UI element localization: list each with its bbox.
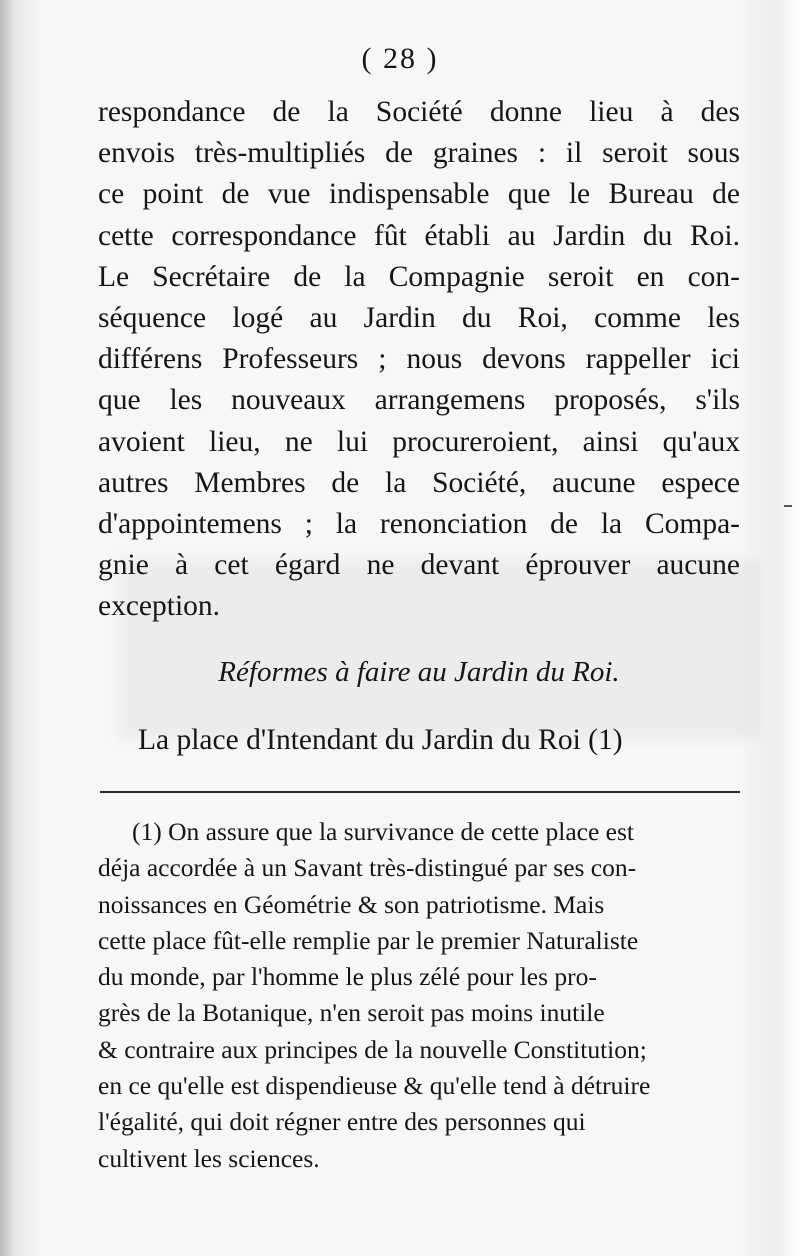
footnote-line: déja accordée à un Savant très-distingué par ses con- xyxy=(98,853,637,883)
text-line: séquence logé au Jardin du Roi, comme les xyxy=(98,301,740,334)
footnote-line: (1) On assure que la survivance de cette place est xyxy=(132,817,634,846)
text-line: cette correspondance fût établi au Jardin du Roi. xyxy=(98,219,740,252)
footnote xyxy=(98,814,740,1177)
footnote-line: en ce qu'elle est dispendieuse & qu'elle tend à détruire xyxy=(98,1071,651,1101)
page-number: ( 28 ) xyxy=(361,42,439,75)
footnote-line: noissances en Géométrie & son patriotisme. Mais xyxy=(98,889,605,919)
footnote-line: du monde, par l'homme le plus zélé pour les pro- xyxy=(98,962,597,992)
text-line: différens Professeurs ; nous devons rappeller ici xyxy=(98,343,740,376)
section-lead-line: La place d'Intendant du Jardin du Roi (1) xyxy=(138,724,623,756)
text-line: d'appointemens ; la renonciation de la Compa- xyxy=(98,507,740,540)
footnote-line: l'égalité, qui doit régner entre des personnes qui xyxy=(98,1107,586,1137)
text-line: exception. xyxy=(98,590,221,623)
footnote-line: grès de la Botanique, n'en seroit pas moins inutile xyxy=(98,998,605,1028)
footnote-divider xyxy=(100,791,740,793)
text-line: gnie à cet égard ne devant éprouver aucune xyxy=(98,549,740,582)
text-line: ce point de vue indispensable que le Bureau de xyxy=(98,178,740,211)
text-line: envois très-multipliés de graines : il seroit sous xyxy=(98,137,740,170)
footnote-line: cultivent les sciences. xyxy=(98,1143,320,1173)
margin-mark xyxy=(784,505,792,517)
main-text xyxy=(98,92,740,627)
footnote-line: & contraire aux principes de la nouvelle Constitution; xyxy=(98,1034,647,1064)
footnote-line: cette place fût-elle remplie par le premier Naturaliste xyxy=(98,925,639,955)
text-line: respondance de la Société donne lieu à des xyxy=(98,96,740,128)
section-heading: Réformes à faire au Jardin du Roi. xyxy=(218,656,620,688)
text-line: autres Membres de la Société, aucune espece xyxy=(98,466,740,499)
text-line: Le Secrétaire de la Compagnie seroit en con- xyxy=(98,260,740,293)
text-line: avoient lieu, ne lui procureroient, ainsi qu'aux xyxy=(98,425,740,458)
text-line: que les nouveaux arrangemens proposés, s'ils xyxy=(98,384,740,417)
